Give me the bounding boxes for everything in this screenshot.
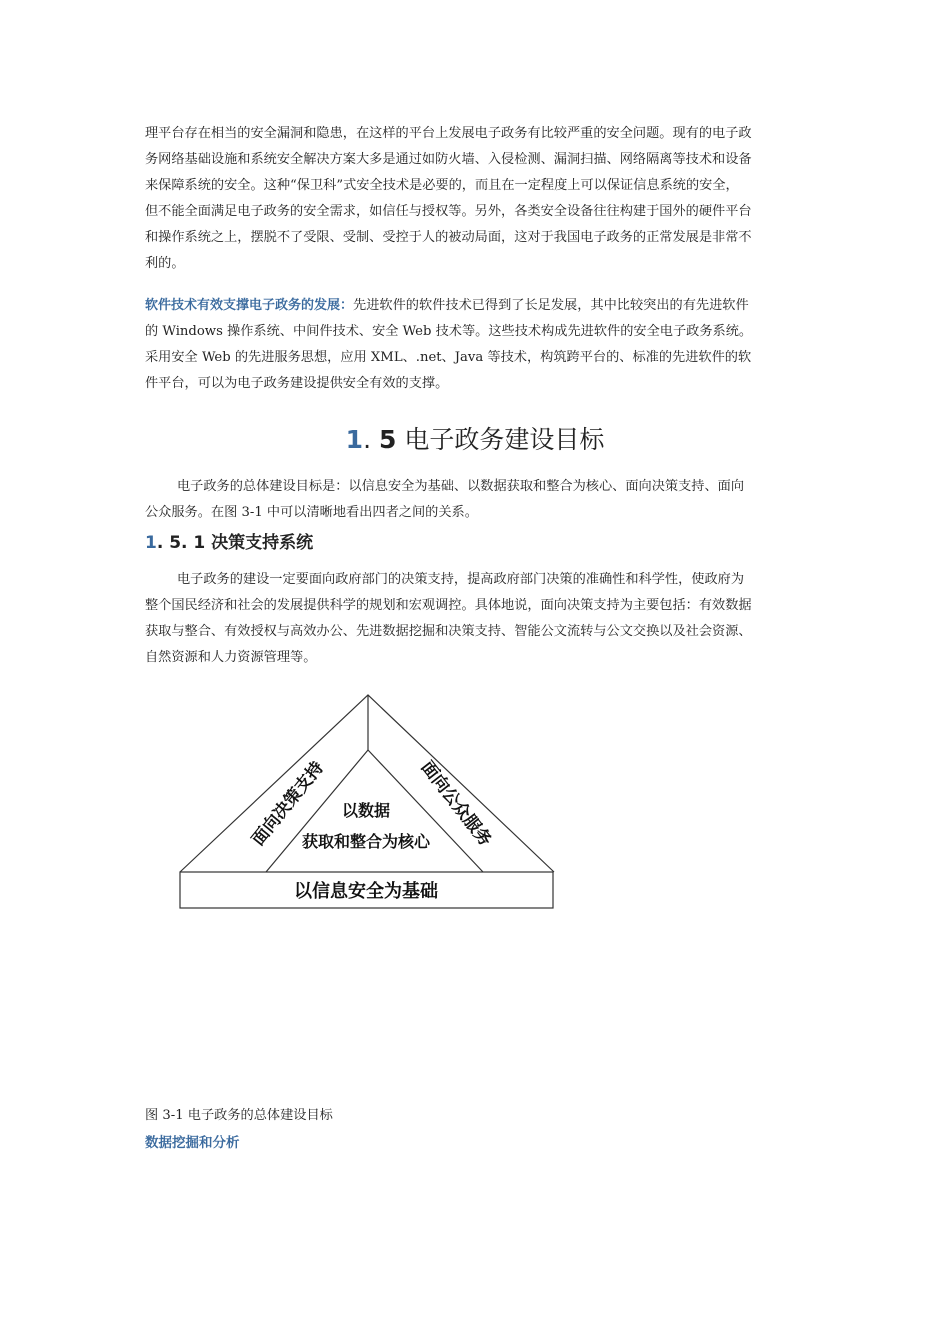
goals-triangle-diagram (170, 690, 570, 915)
paragraph-overall-goal (145, 474, 805, 526)
text-line: 获取与整合、有效授权与高效办公、先进数据挖掘和决策支持、智能公文流转与公文交换以及社会资源、 (145, 624, 752, 639)
heading-number: 5 (378, 425, 397, 454)
inline-heading: 软件技术有效支撑电子政务的发展： (145, 298, 354, 313)
text-line (145, 293, 805, 319)
text-span: 先进软件的软件技术已得到了长足发展，其中比较突出的有先进软件 (353, 298, 749, 313)
heading-number: 1 (345, 425, 364, 454)
text-line: 件平台，可以为电子政务建设提供安全有效的支撑。 (145, 376, 449, 391)
paragraph-security-issues (145, 121, 805, 277)
text-line: 电子政务的建设一定要面向政府部门的决策支持，提高政府部门决策的准确性和科学性，使政府为 (177, 572, 745, 587)
text-line: 采用安全 Web 的先进服务思想，应用 XML、.net、Java 等技术，构筑跨平台的、标准的先进软件的软 (145, 350, 752, 365)
text-line: 利的。 (145, 256, 185, 271)
center-label-line2: 获取和整合为核心 (301, 832, 431, 851)
subsection-heading-1-5-1 (145, 528, 313, 553)
text-line: 来保障系统的安全。这种“保卫科”式安全技术是必要的，而且在一定程度上可以保证信息系统的安全， (145, 178, 739, 193)
text-line: 理平台存在相当的安全漏洞和隐患，在这样的平台上发展电子政务有比较严重的安全问题。现有的电子政 (145, 126, 752, 141)
text-line: 公众服务。在图 3-1 中可以清晰地看出四者之间的关系。 (145, 505, 478, 520)
paragraph-decision-support (145, 567, 805, 671)
heading-separator: . (363, 425, 379, 454)
right-side-label: 面向公众服务 (416, 757, 496, 851)
text-line: 自然资源和人力资源管理等。 (145, 650, 317, 665)
text-line: 和操作系统之上，摆脱不了受限、受制、受控于人的被动局面，这对于我国电子政务的正常发展是非常不 (145, 230, 752, 245)
center-label-line1: 以数据 (341, 801, 391, 820)
text-line: 务网络基础设施和系统安全解决方案大多是通过如防火墙、入侵检测、漏洞扫描、网络隔离等技术和设备 (145, 152, 752, 167)
paragraph-software-tech (145, 293, 805, 397)
heading-title: . 5. 1 决策支持系统 (156, 533, 314, 553)
text-line: 电子政务的总体建设目标是：以信息安全为基础、以数据获取和整合为核心、面向决策支持、面向 (177, 479, 745, 494)
figure-caption: 图 3-1 电子政务的总体建设目标 (145, 1108, 333, 1123)
heading-title: 电子政务建设目标 (396, 425, 605, 454)
text-line: 整个国民经济和社会的发展提供科学的规划和宏观调控。具体地说，面向决策支持为主要包括：有效数据 (145, 598, 752, 613)
base-label: 以信息安全为基础 (294, 881, 438, 902)
left-side-label: 面向决策支持 (248, 757, 328, 850)
text-line: 的 Windows 操作系统、中间件技术、安全 Web 技术等。这些技术构成先进软件的安全电子政务系统。 (145, 324, 753, 339)
section-heading-1-5 (0, 420, 950, 456)
heading-number: 1 (145, 533, 157, 553)
text-line: 但不能全面满足电子政务的安全需求，如信任与授权等。另外，各类安全设备往往构建于国外的硬件平台 (145, 204, 752, 219)
subsection-label-data-mining: 数据挖掘和分析 (145, 1135, 240, 1151)
